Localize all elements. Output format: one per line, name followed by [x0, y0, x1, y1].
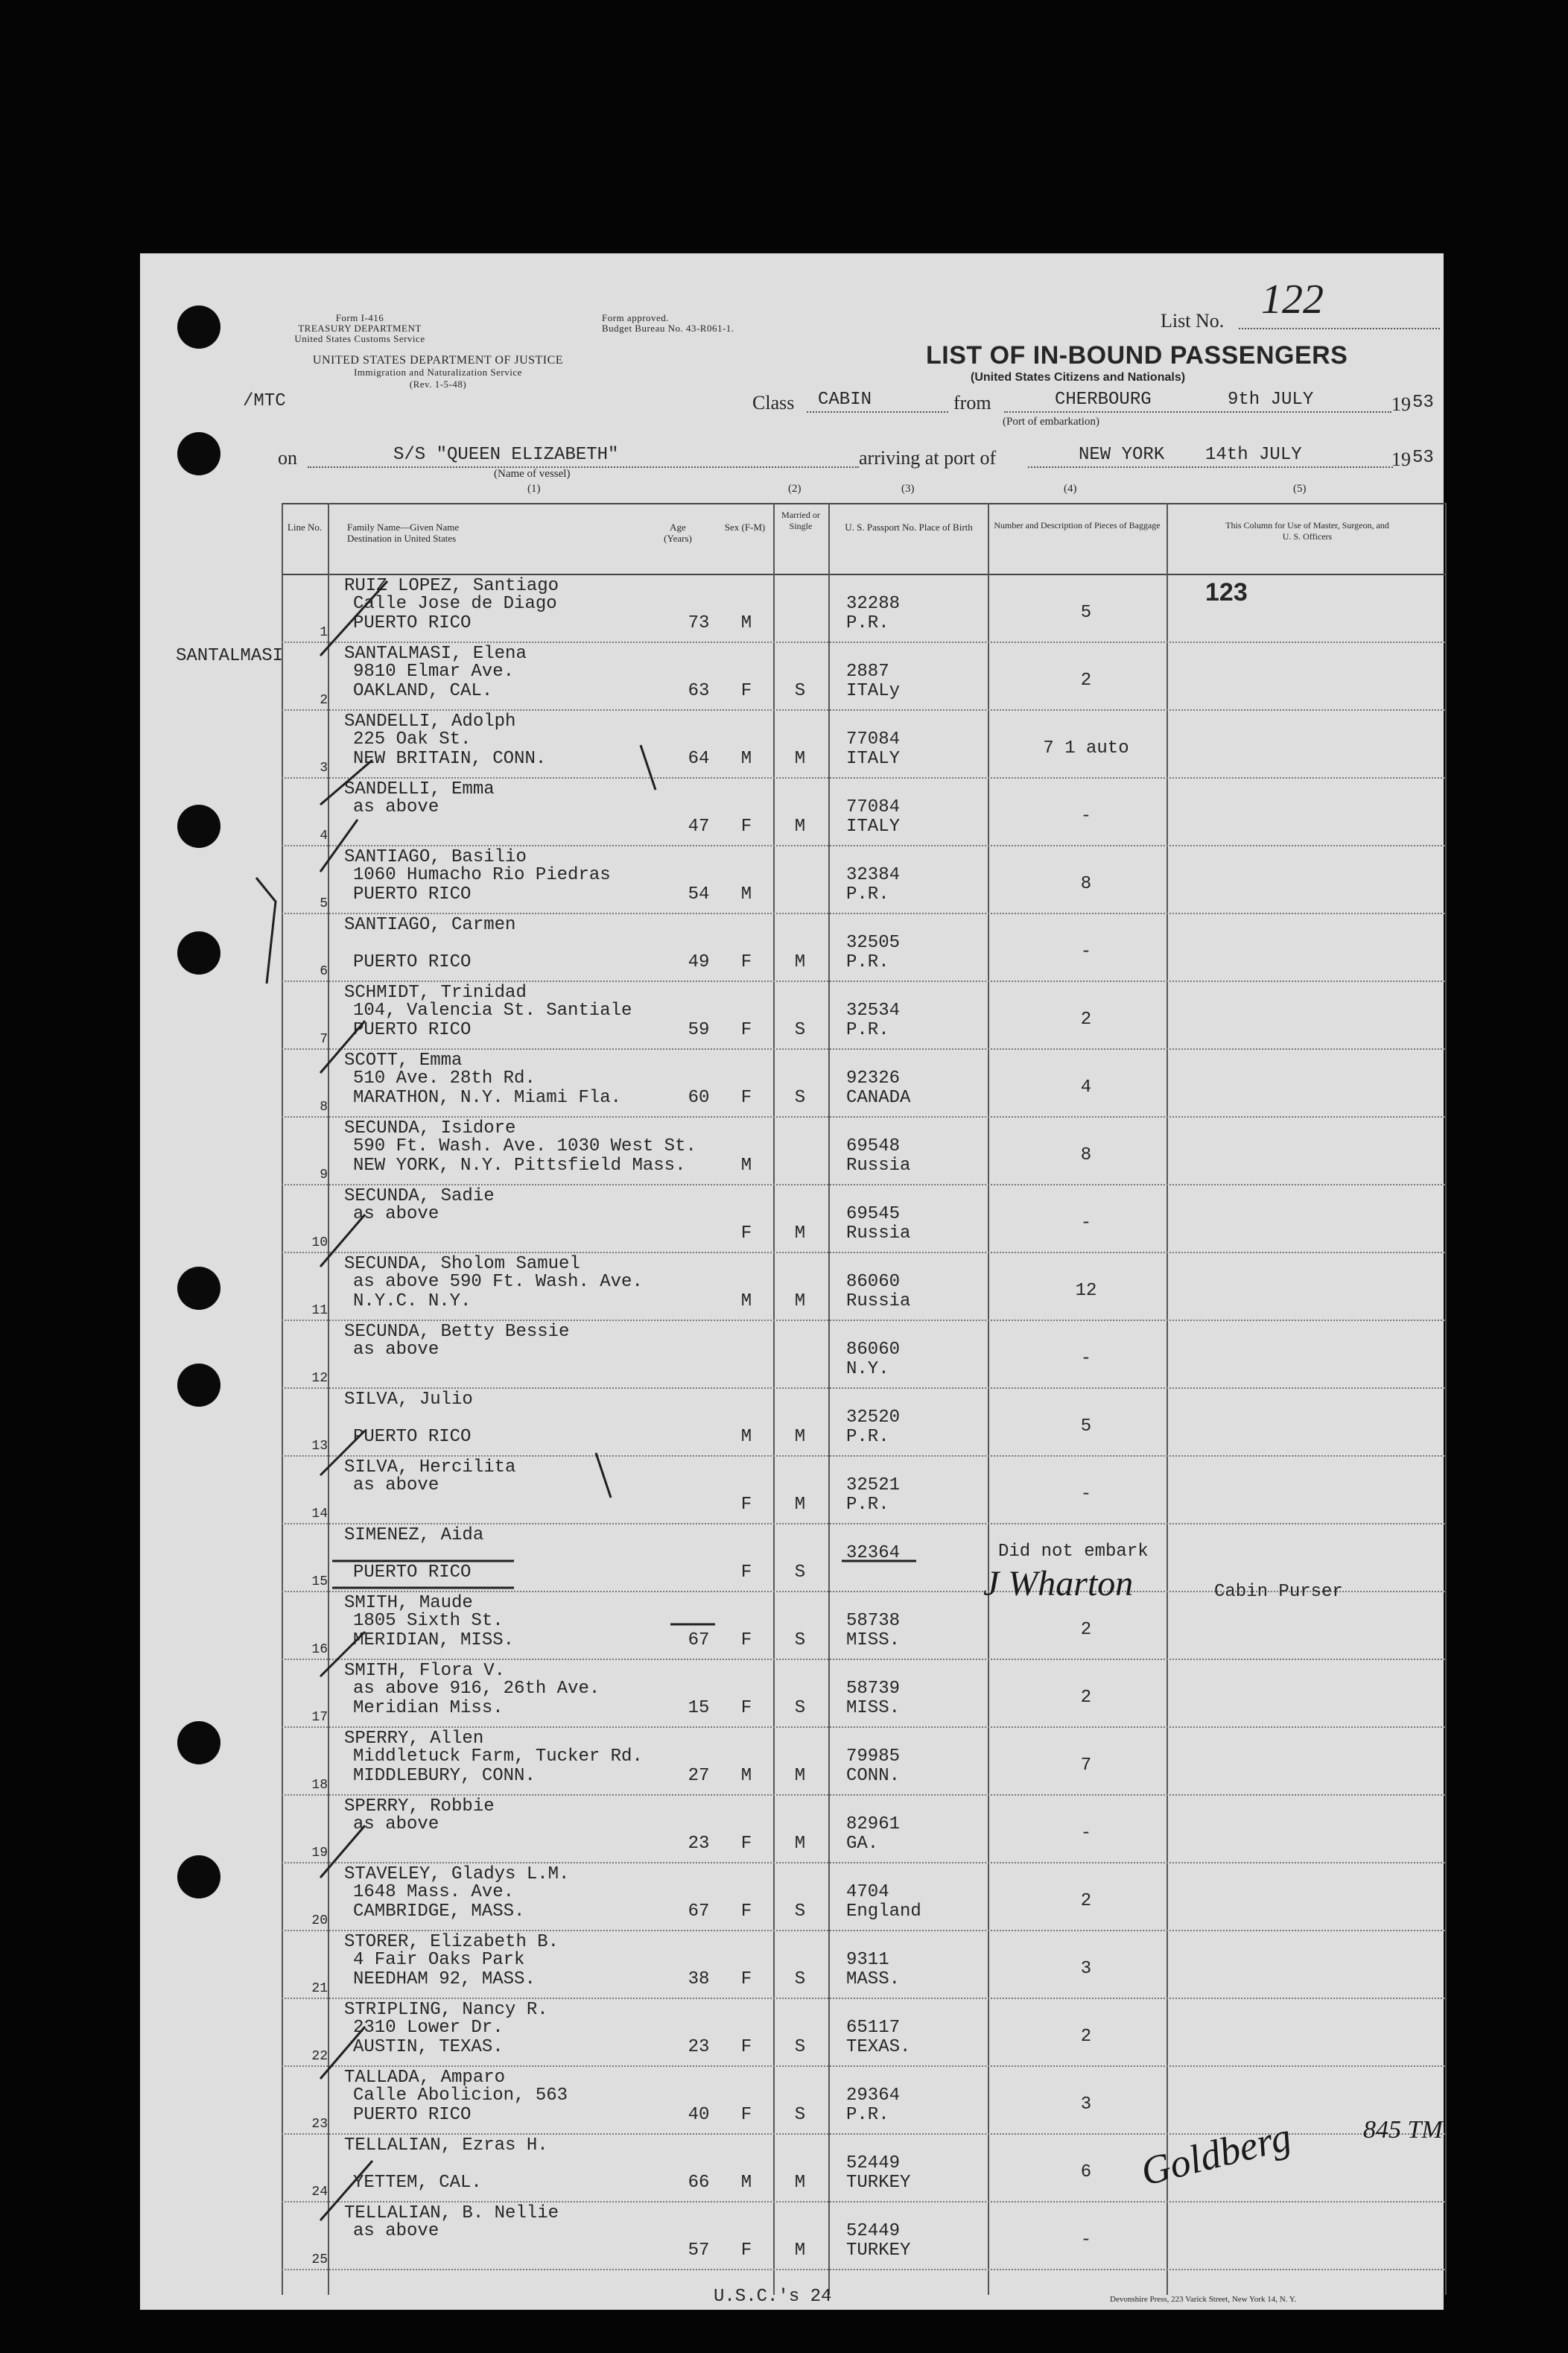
place-of-birth: Russia [846, 1156, 911, 1176]
passport-number: 9311 [846, 1950, 889, 1970]
arrival-year-prefix: 19 [1391, 449, 1411, 470]
passenger-sex: F [740, 952, 752, 972]
passenger-sex: F [740, 681, 752, 701]
passenger-destination: MIDDLEBURY, CONN. [353, 1766, 536, 1786]
passenger-name: SECUNDA, Sholom Samuel [344, 1254, 580, 1274]
check-mark [320, 1021, 365, 1073]
line-number: 17 [311, 1710, 328, 1725]
passenger-marital: S [794, 1969, 806, 1989]
passenger-address: as above [353, 2221, 439, 2241]
baggage-count: 5 [1080, 1416, 1092, 1437]
header-officers: This Column for Use of Master, Surgeon, and U. S. Officers [1225, 520, 1389, 542]
baggage-count: - [1080, 1213, 1092, 1233]
passenger-destination: PUERTO RICO [353, 952, 472, 972]
passport-number: 32520 [846, 1407, 901, 1428]
passenger-marital: S [794, 2105, 806, 2125]
passenger-marital: S [794, 1901, 806, 1922]
passenger-destination: PUERTO RICO [353, 613, 472, 633]
passenger-sex: F [740, 1562, 752, 1583]
line-number: 5 [320, 896, 328, 911]
officer-signature: Goldberg [1136, 2114, 1296, 2194]
passport-number: 4704 [846, 1882, 889, 1902]
passenger-marital: M [794, 1495, 806, 1515]
passenger-age: 38 [688, 1969, 710, 1989]
passenger-name: RUIZ LOPEZ, Santiago [344, 576, 559, 596]
check-mark [641, 745, 656, 790]
passport-number: 77084 [846, 729, 901, 750]
passenger-address: as above [353, 1340, 439, 1360]
passenger-marital: M [794, 1834, 806, 1854]
footer-center: U.S.C.'s 24 [714, 2287, 832, 2307]
passenger-sex: M [740, 884, 752, 905]
passenger-address: 1805 Sixth St. [353, 1611, 504, 1631]
port-embarkation: CHERBOURG [1055, 390, 1152, 410]
line-number: 22 [311, 2049, 328, 2064]
passenger-address: as above 590 Ft. Wash. Ave. [353, 1272, 643, 1292]
passenger-sex: F [740, 1495, 752, 1515]
passenger-name: SPERRY, Allen [344, 1729, 484, 1749]
page-title: LIST OF IN-BOUND PASSENGERS [926, 341, 1348, 370]
line-number: 3 [320, 761, 328, 776]
passenger-marital: S [794, 1698, 806, 1718]
passenger-name: SECUNDA, Betty Bessie [344, 1322, 570, 1342]
on-label: on [278, 447, 297, 469]
arrival-port: NEW YORK [1079, 445, 1165, 465]
place-of-birth: Russia [846, 1291, 911, 1311]
passport-number: 32384 [846, 865, 901, 885]
passport-number: 32534 [846, 1001, 901, 1021]
passenger-marital: S [794, 1020, 806, 1040]
baggage-count: - [1080, 806, 1092, 826]
passenger-name: SCHMIDT, Trinidad [344, 983, 527, 1003]
passenger-destination: NEW YORK, N.Y. Pittsfield Mass. [353, 1156, 686, 1176]
line-number: 20 [311, 1913, 328, 1928]
check-mark [596, 1453, 611, 1498]
baggage-count: 8 [1080, 1145, 1092, 1165]
place-of-birth: England [846, 1901, 921, 1922]
margin-note: SANTALMASI [176, 646, 284, 666]
passenger-sex: F [740, 2240, 752, 2261]
check-mark [320, 1825, 365, 1878]
header-line-no: Line No. [287, 522, 323, 533]
line-number: 9 [320, 1168, 328, 1182]
line-number: 4 [320, 829, 328, 843]
from-label: from [953, 392, 991, 414]
header-age: Age (Years) [664, 522, 692, 544]
baggage-count: - [1080, 1823, 1092, 1843]
passenger-destination: PUERTO RICO [353, 1020, 472, 1040]
passenger-destination: PUERTO RICO [353, 1427, 472, 1447]
passenger-destination: Meridian Miss. [353, 1698, 504, 1718]
passenger-destination: PUERTO RICO [353, 1562, 472, 1583]
line-number: 23 [311, 2117, 328, 2132]
passenger-age: 27 [688, 1766, 710, 1786]
check-mark [320, 1632, 365, 1676]
line-number: 24 [311, 2185, 328, 2200]
arrival-year: 53 [1412, 448, 1434, 468]
passenger-destination: AUSTIN, TEXAS. [353, 2037, 504, 2057]
class-value: CABIN [818, 390, 872, 410]
passport-number: 52449 [846, 2153, 901, 2173]
passport-number: 32521 [846, 1475, 901, 1495]
passenger-name: SANDELLI, Adolph [344, 712, 516, 732]
passenger-address: 510 Ave. 28th Rd. [353, 1068, 536, 1089]
place-of-birth: TURKEY [846, 2240, 911, 2261]
check-mark [320, 1431, 365, 1475]
baggage-count: - [1080, 942, 1092, 962]
passport-number: 29364 [846, 2086, 901, 2106]
passenger-name: SANTIAGO, Basilio [344, 847, 527, 867]
passenger-destination: NEW BRITAIN, CONN. [353, 749, 547, 769]
passenger-marital: M [794, 1291, 806, 1311]
passenger-sex: M [740, 749, 752, 769]
header-sex: Sex (F-M) [724, 522, 766, 533]
place-of-birth: P.R. [846, 1427, 889, 1447]
passenger-age: 15 [688, 1698, 710, 1718]
passport-number: 82961 [846, 1814, 901, 1834]
place-of-birth: P.R. [846, 884, 889, 905]
line-number: 19 [311, 1846, 328, 1860]
passenger-sex: M [740, 1156, 752, 1176]
passenger-address: as above [353, 1814, 439, 1834]
line-number: 10 [311, 1235, 328, 1250]
passenger-age: 66 [688, 2173, 710, 2193]
passenger-address: 4 Fair Oaks Park [353, 1950, 525, 1970]
arriving-label: arriving at port of [859, 447, 997, 469]
passenger-age: 23 [688, 1834, 710, 1854]
passenger-name: SMITH, Maude [344, 1593, 473, 1613]
passenger-marital: M [794, 952, 806, 972]
did-not-embark-note: Did not embark [998, 1542, 1149, 1562]
baggage-count: 8 [1080, 874, 1092, 894]
depart-year-prefix: 19 [1391, 393, 1411, 415]
line-number: 14 [311, 1507, 328, 1521]
passenger-age: 23 [688, 2037, 710, 2057]
baggage-count: 2 [1080, 671, 1092, 691]
line-number: 12 [311, 1371, 328, 1386]
passenger-age: 73 [688, 613, 710, 633]
check-mark [320, 760, 372, 805]
passenger-marital: M [794, 1766, 806, 1786]
passenger-name: STRIPLING, Nancy R. [344, 2000, 548, 2020]
passenger-name: STORER, Elizabeth B. [344, 1932, 559, 1952]
place-of-birth: GA. [846, 1834, 879, 1854]
officer-initials: 845 TM [1363, 2116, 1443, 2144]
passenger-destination: N.Y.C. N.Y. [353, 1291, 472, 1311]
check-mark [320, 1214, 365, 1267]
class-label: Class [752, 392, 795, 414]
passenger-marital: M [794, 749, 806, 769]
baggage-count: 2 [1080, 2027, 1092, 2047]
passenger-marital: M [794, 817, 806, 837]
passenger-destination: PUERTO RICO [353, 2105, 472, 2125]
passenger-age: 59 [688, 1020, 710, 1040]
passenger-address: 104, Valencia St. Santiale [353, 1001, 632, 1021]
passport-number: 69548 [846, 1136, 901, 1156]
passenger-age: 67 [688, 1630, 710, 1650]
passenger-marital: S [794, 681, 806, 701]
baggage-count: 2 [1080, 1010, 1092, 1030]
passenger-marital: S [794, 1088, 806, 1108]
vessel-name: S/S "QUEEN ELIZABETH" [393, 445, 619, 465]
line-number: 2 [320, 693, 328, 708]
baggage-count: 4 [1080, 1077, 1092, 1098]
place-of-birth: ITALY [846, 817, 901, 837]
passenger-name: SANTALMASI, Elena [344, 644, 527, 664]
baggage-count: 5 [1080, 603, 1092, 623]
passenger-sex: F [740, 1630, 752, 1650]
baggage-count: - [1080, 1349, 1092, 1369]
passenger-age: 54 [688, 884, 710, 905]
place-of-birth: P.R. [846, 613, 889, 633]
baggage-count: 3 [1080, 2094, 1092, 2115]
header-passport: U. S. Passport No. Place of Birth [845, 522, 973, 533]
baggage-count: 7 [1080, 1755, 1092, 1776]
line-number: 7 [320, 1032, 328, 1047]
line-number: 6 [320, 964, 328, 979]
passenger-address: 1648 Mass. Ave. [353, 1882, 515, 1902]
officer-note: 123 [1205, 578, 1248, 607]
check-mark [320, 581, 387, 656]
passenger-sex: F [740, 1834, 752, 1854]
place-of-birth: MISS. [846, 1698, 901, 1718]
passenger-destination: CAMBRIDGE, MASS. [353, 1901, 525, 1922]
place-of-birth: ITALY [846, 749, 901, 769]
header-destination-label: Destination in United States [347, 533, 457, 544]
port-embarkation-caption: (Port of embarkation) [1003, 416, 1099, 428]
form-number: Form I-416 [335, 312, 384, 323]
passenger-age: 40 [688, 2105, 710, 2125]
passport-number: 58738 [846, 1611, 901, 1631]
passenger-name: SPERRY, Robbie [344, 1796, 495, 1817]
mtc-mark: /MTC [243, 391, 286, 411]
check-mark [320, 820, 358, 872]
passenger-address: Calle Abolicion, 563 [353, 2086, 568, 2106]
passport-number: 32364 [846, 1543, 901, 1563]
revision-label: (Rev. 1-5-48) [409, 379, 467, 390]
place-of-birth: Russia [846, 1223, 911, 1244]
place-of-birth: ITALy [846, 681, 901, 701]
purser-signature: J Wharton [983, 1564, 1134, 1603]
passenger-name: SCOTT, Emma [344, 1051, 463, 1071]
passenger-marital: M [794, 1427, 806, 1447]
departure-year: 53 [1412, 393, 1434, 413]
place-of-birth: P.R. [846, 1020, 889, 1040]
passenger-address: 9810 Elmar Ave. [353, 662, 515, 682]
passenger-address: Middletuck Farm, Tucker Rd. [353, 1746, 643, 1767]
place-of-birth: CONN. [846, 1766, 901, 1786]
col-num-3: (3) [901, 483, 915, 495]
passenger-age: 57 [688, 2240, 710, 2261]
passport-number: 65117 [846, 2018, 901, 2038]
place-of-birth: TURKEY [846, 2173, 911, 2193]
passenger-marital: S [794, 1630, 806, 1650]
passenger-name: SECUNDA, Isidore [344, 1118, 516, 1139]
page-subtitle: (United States Citizens and Nationals) [971, 371, 1186, 384]
passenger-destination: NEEDHAM 92, MASS. [353, 1969, 536, 1989]
passenger-address: as above [353, 1475, 439, 1495]
passport-number: 52449 [846, 2221, 901, 2241]
list-no-handwritten: 122 [1261, 276, 1324, 323]
passenger-age: 64 [688, 749, 710, 769]
passenger-name: SANDELLI, Emma [344, 779, 495, 799]
customs-label: United States Customs Service [294, 333, 425, 344]
passenger-address: as above [353, 797, 439, 817]
place-of-birth: MASS. [846, 1969, 901, 1989]
line-number: 25 [311, 2252, 328, 2267]
passenger-name: SILVA, Julio [344, 1390, 473, 1410]
baggage-count: 2 [1080, 1688, 1092, 1708]
passenger-address: 1060 Humacho Rio Piedras [353, 865, 611, 885]
passenger-sex: F [740, 1020, 752, 1040]
passenger-name: STAVELEY, Gladys L.M. [344, 1864, 570, 1884]
passport-number: 32288 [846, 594, 901, 614]
col-num-1: (1) [527, 483, 541, 495]
passenger-destination: YETTEM, CAL. [353, 2173, 482, 2193]
arrival-date: 14th JULY [1205, 445, 1302, 465]
header-name-label: Family Name—Given Name [347, 522, 460, 533]
place-of-birth: MISS. [846, 1630, 901, 1650]
line-number: 13 [311, 1439, 328, 1454]
col-num-5: (5) [1293, 483, 1307, 495]
approved-label: Form approved. [602, 312, 670, 323]
passenger-destination: PUERTO RICO [353, 884, 472, 905]
passenger-marital: M [794, 1223, 806, 1244]
passenger-destination: OAKLAND, CAL. [353, 681, 493, 701]
place-of-birth: CANADA [846, 1088, 911, 1108]
passenger-sex: M [740, 2173, 752, 2193]
passenger-address: Calle Jose de Diago [353, 594, 557, 614]
check-mark [320, 2161, 372, 2220]
baggage-count: 2 [1080, 1891, 1092, 1911]
baggage-count: - [1080, 1484, 1092, 1504]
passenger-name: SANTIAGO, Carmen [344, 915, 516, 935]
ins-label: Immigration and Naturalization Service [354, 367, 522, 378]
passenger-sex: M [740, 613, 752, 633]
passport-number: 86060 [846, 1340, 901, 1360]
printer-imprint: Devonshire Press, 223 Varick Street, New York 14, N. Y. [1110, 2295, 1297, 2304]
passenger-sex: M [740, 1766, 752, 1786]
passenger-sex: F [740, 1901, 752, 1922]
passenger-name: TALLADA, Amparo [344, 2068, 506, 2088]
baggage-count: 12 [1075, 1281, 1097, 1301]
line-number: 18 [311, 1778, 328, 1793]
place-of-birth: P.R. [846, 2105, 889, 2125]
passport-number: 2887 [846, 662, 889, 682]
passenger-marital: M [794, 2240, 806, 2261]
line-number: 1 [320, 625, 328, 640]
baggage-count: 7 1 auto [1043, 738, 1129, 759]
place-of-birth: TEXAS. [846, 2037, 911, 2057]
passenger-destination: MERIDIAN, MISS. [353, 1630, 515, 1650]
passenger-age: 47 [688, 817, 710, 837]
passenger-sex: F [740, 1223, 752, 1244]
passenger-marital: S [794, 2037, 806, 2057]
purser-label: Cabin Purser [1214, 1582, 1343, 1602]
vessel-caption: (Name of vessel) [494, 468, 571, 480]
check-mark [320, 2027, 365, 2079]
baggage-count: 3 [1080, 1959, 1092, 1979]
passenger-sex: F [740, 817, 752, 837]
passport-number: 79985 [846, 1746, 901, 1767]
passport-number: 92326 [846, 1068, 901, 1089]
passenger-marital: S [794, 1562, 806, 1583]
passenger-sex: F [740, 2105, 752, 2125]
passport-number: 77084 [846, 797, 901, 817]
passenger-age: 60 [688, 1088, 710, 1108]
passenger-sex: F [740, 1969, 752, 1989]
passenger-sex: M [740, 1291, 752, 1311]
passenger-sex: M [740, 1427, 752, 1447]
passenger-name: SECUNDA, Sadie [344, 1186, 495, 1206]
passenger-age: 67 [688, 1901, 710, 1922]
header-baggage: Number and Description of Pieces of Baggage [994, 520, 1161, 531]
passenger-name: SILVA, Hercilita [344, 1457, 516, 1478]
passenger-sex: F [740, 2037, 752, 2057]
passenger-age: 63 [688, 681, 710, 701]
bracket-mark [256, 878, 276, 984]
passenger-sex: F [740, 1088, 752, 1108]
line-number: 16 [311, 1642, 328, 1657]
baggage-count: 2 [1080, 1620, 1092, 1640]
place-of-birth: P.R. [846, 1495, 889, 1515]
passenger-address: as above [353, 1204, 439, 1224]
passport-number: 86060 [846, 1272, 901, 1292]
col-num-2: (2) [788, 483, 802, 495]
treasury-label: TREASURY DEPARTMENT [298, 323, 422, 334]
passenger-name: SIMENEZ, Aida [344, 1525, 484, 1545]
line-number: 15 [311, 1574, 328, 1589]
passenger-address: 2310 Lower Dr. [353, 2018, 504, 2038]
passenger-name: SMITH, Flora V. [344, 1661, 506, 1681]
list-no-label: List No. [1161, 310, 1225, 332]
passenger-destination: MARATHON, N.Y. Miami Fla. [353, 1088, 622, 1108]
col-num-4: (4) [1064, 483, 1077, 495]
passport-number: 58739 [846, 1679, 901, 1699]
justice-label: UNITED STATES DEPARTMENT OF JUSTICE [312, 354, 564, 367]
passenger-name: TELLALIAN, Ezras H. [344, 2135, 548, 2156]
line-number: 8 [320, 1100, 328, 1115]
header-married: Married or Single [781, 510, 820, 531]
baggage-count: - [1080, 2230, 1092, 2250]
passenger-address: 225 Oak St. [353, 729, 472, 750]
passenger-sex: F [740, 1698, 752, 1718]
passenger-age: 49 [688, 952, 710, 972]
passenger-address: 590 Ft. Wash. Ave. 1030 West St. [353, 1136, 696, 1156]
passenger-marital: M [794, 2173, 806, 2193]
departure-date: 9th JULY [1228, 390, 1314, 410]
passenger-name: TELLALIAN, B. Nellie [344, 2203, 559, 2223]
place-of-birth: P.R. [846, 952, 889, 972]
budget-label: Budget Bureau No. 43-R061-1. [602, 323, 734, 334]
line-number: 11 [311, 1303, 328, 1318]
line-number: 21 [311, 1981, 328, 1996]
passport-number: 69545 [846, 1204, 901, 1224]
baggage-count: 6 [1080, 2162, 1092, 2182]
place-of-birth: N.Y. [846, 1359, 889, 1379]
passport-number: 32505 [846, 933, 901, 953]
passenger-address: as above 916, 26th Ave. [353, 1679, 600, 1699]
